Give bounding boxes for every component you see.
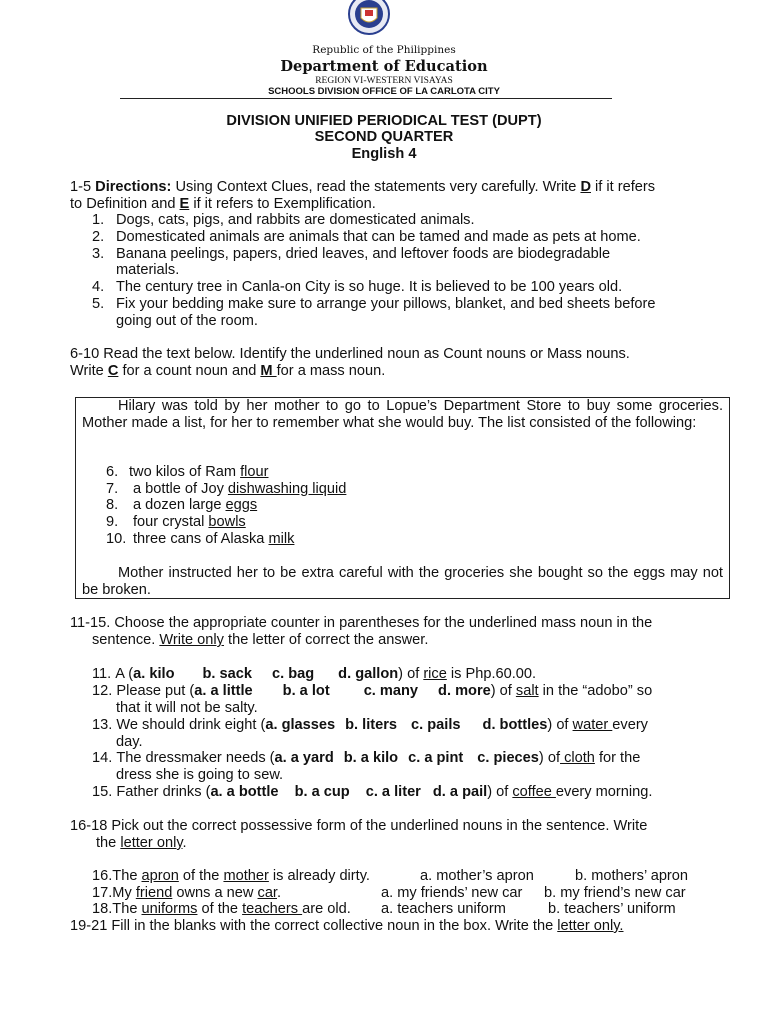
list-item-text: The century tree in Canla-on City is so huge. It is believed to be 100 years old. [116,279,623,295]
passage-outro: Mother instructed her to be extra careful with the groceries she bought so the eggs may not be broken. [82,565,723,598]
list-item: 2. [92,229,105,245]
section3-directions: 11-15. Choose the appropriate counter in parentheses for the underlined mass noun in the [70,615,653,631]
list-item-text: Domesticated animals are animals that can be tamed and made as pets at home. [116,229,641,245]
question-16-option-b: b. mothers’ apron [575,868,689,884]
section1-directions-line2: to Definition and E if it refers to Exemplification. [70,196,376,212]
question-12-line2: that it will not be salty. [116,700,258,716]
list-item-text: two kilos of Ram flour [129,464,269,480]
question-14-line2: dress she is going to sew. [116,767,284,783]
republic-line: Republic of the Philippines [312,44,456,56]
list-item: 7. [106,481,119,497]
subject-title: English 4 [351,146,417,162]
list-item-text: a dozen large eggs [133,497,258,513]
list-item: 9. [106,514,119,530]
section5-directions: 19-21 Fill in the blanks with the correct collective noun in the box. Write the letter only. [70,918,624,934]
section1-directions: 1-5 Directions: Using Context Clues, read the statements very carefully. Write D if it refers [70,179,656,195]
list-item-text: going out of the room. [116,313,258,329]
question-18-option-b: b. teachers’ uniform [548,901,676,917]
question-17-option-b: b. my friend’s new car [544,885,686,901]
deped-seal-icon [347,0,391,36]
quarter-title: SECOND QUARTER [314,129,454,145]
section3-directions-line2: sentence. Write only the letter of correct the answer. [92,632,429,648]
list-item-text: a bottle of Joy dishwashing liquid [133,481,347,497]
question-18-option-a: a. teachers uniform [381,901,506,917]
question-13-line2: day. [116,734,143,750]
division-line: SCHOOLS DIVISION OFFICE OF LA CARLOTA CITY [268,86,500,97]
question-13: 13. We should drink eight (a. glasses b. liters c. pails d. bottles) of water every [92,717,648,733]
question-14: 14. The dressmaker needs (a. a yard b. a kilo c. a pint c. pieces) of cloth for the [92,750,641,766]
list-item: 3. [92,246,105,262]
question-12: 12. Please put (a. a little b. a lot c. many d. more) of salt in the “adobo” so [92,683,653,699]
section2-directions: 6-10 Read the text below. Identify the underlined noun as Count nouns or Mass nouns. [70,346,630,362]
department-line: Department of Education [280,58,488,75]
list-item-text: Fix your bedding make sure to arrange your pillows, blanket, and bed sheets before [116,296,656,312]
list-item: 5. [92,296,105,312]
section4-directions: 16-18 Pick out the correct possessive form of the underlined nouns in the sentence. Write [70,818,648,834]
list-item: 6. [106,464,119,480]
list-item: 1. [92,212,105,228]
question-11: 11. A (a. kilo b. sack c. bag d. gallon) of rice is Php.60.00. [92,666,537,682]
list-item: 4. [92,279,105,295]
list-item-text: three cans of Alaska milk [133,531,295,547]
list-item-text: four crystal bowls [133,514,246,530]
question-16: 16.The apron of the mother is already dirty. [92,868,370,884]
test-title: DIVISION UNIFIED PERIODICAL TEST (DUPT) [226,113,542,129]
list-item: 8. [106,497,119,513]
section2-directions-line2: Write C for a count noun and M for a mass noun. [70,363,386,379]
passage-intro: Hilary was told by her mother to go to Lopue’s Department Store to buy some groceries. Mother made a list, for her to remember what she would buy. The list consisted of the following: [82,398,723,431]
question-16-option-a: a. mother’s apron [420,868,534,884]
list-item-text: materials. [116,262,180,278]
list-item-text: Dogs, cats, pigs, and rabbits are domesticated animals. [116,212,475,228]
question-18: 18.The uniforms of the teachers are old. [92,901,351,917]
list-item-text: Banana peelings, papers, dried leaves, and leftover foods are biodegradable [116,246,611,262]
question-15: 15. Father drinks (a. a bottle b. a cup c. a liter d. a pail) of coffee every morning. [92,784,653,800]
list-item: 10. [106,531,127,547]
question-17: 17.My friend owns a new car. [92,885,282,901]
question-17-option-a: a. my friends’ new car [381,885,523,901]
region-line: REGION VI-WESTERN VISAYAS [315,76,453,86]
section4-directions-line2: the letter only. [96,835,187,851]
header-divider [120,98,612,99]
